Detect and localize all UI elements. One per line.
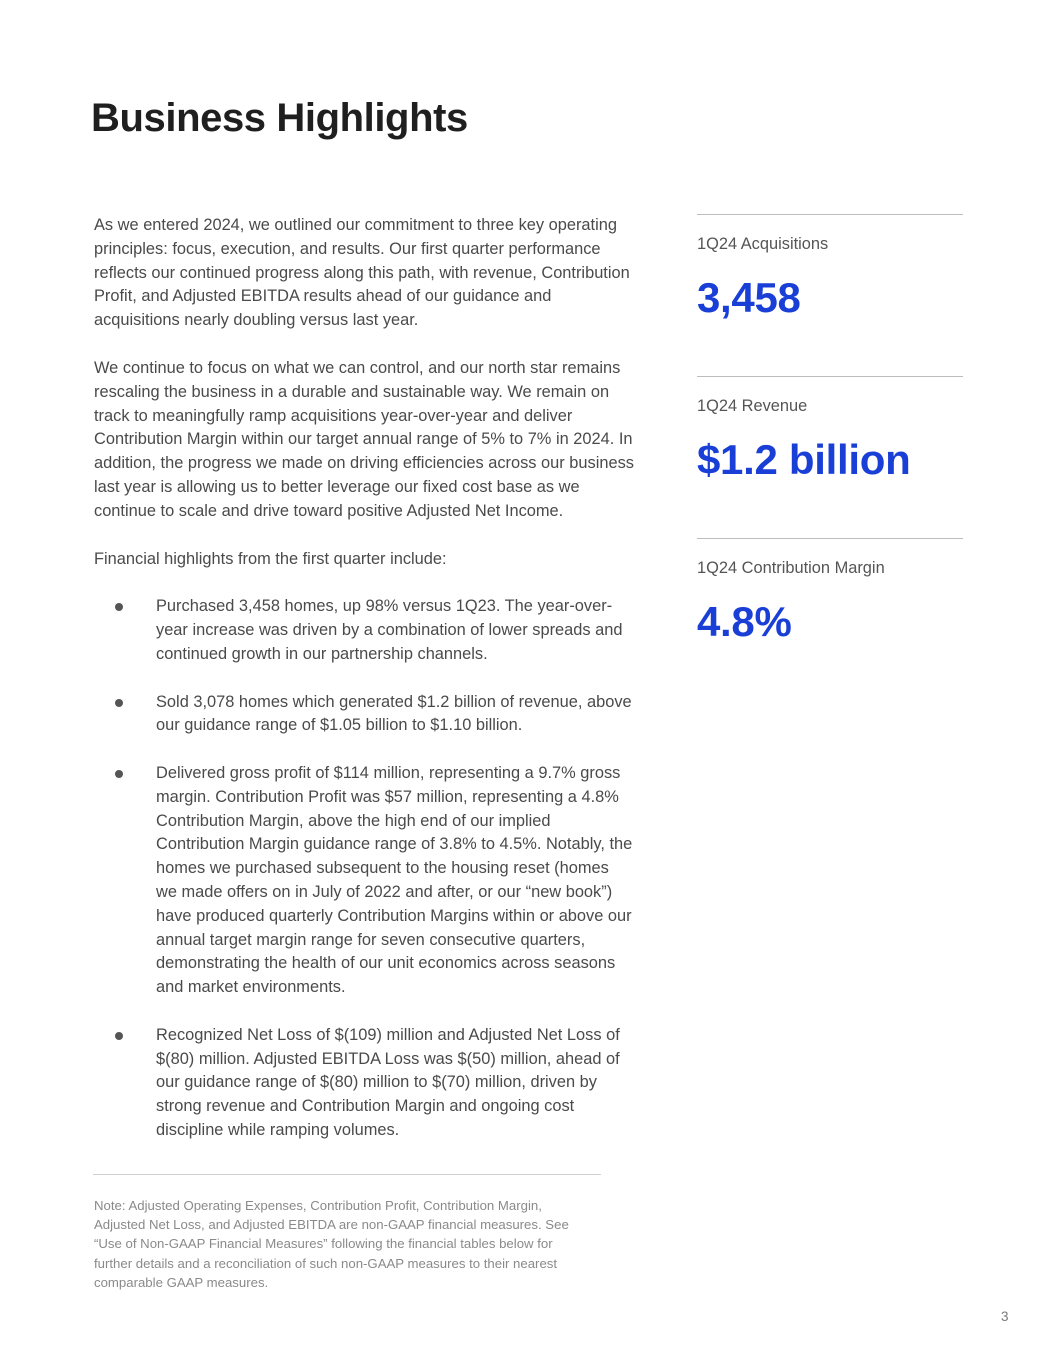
list-item-text: Sold 3,078 homes which generated $1.2 billion of revenue, above our guidance range of $1.05 billion to $1.10 billion. [156, 692, 632, 735]
outlook-paragraph: We continue to focus on what we can control, and our north star remains rescaling the business in a durable and sustainable way. We remain on track to meaningfully ramp acquisitions year-over-year and deliver Contribution Margin within our target annual range of 5% to 7% in 2024. In addition, the progress we made on driving efficiencies across our business last year is allowing us to better leverage our fixed cost base as we continue to scale and drive toward positive Adjusted Net Income. [94, 358, 634, 520]
stat-value: $1.2 billion [697, 436, 911, 483]
page-title: Business Highlights [91, 96, 468, 140]
footnote: Note: Adjusted Operating Expenses, Contribution Profit, Contribution Margin, Adjusted Net Loss, and Adjusted EBITDA are non-GAAP financial measures. See “Use of Non-GAAP Financial Measures” following the financial tables below for further details and a reconciliation of such non-GAAP measures to their nearest comparable GAAP measures. [94, 1198, 569, 1290]
stat-divider [697, 214, 963, 215]
stat-label: 1Q24 Revenue [697, 397, 808, 415]
list-item [94, 691, 634, 739]
list-item-text: Delivered gross profit of $114 million, representing a 9.7% gross margin. Contribution Profit was $57 million, representing a 4.8% Contribution Margin, above the high end of our implied Contribution Margin guidance range of 3.8% to 4.5%. Notably, the homes we purchased subsequent to the housing reset (homes we made offers on in July of 2022 and after, or our “new book”) have produced quarterly Contribution Margins within or above our annual target margin range for seven consecutive quarters, demonstrating the health of our unit economics across seasons and market environments. [156, 763, 633, 997]
bullet-icon [115, 603, 123, 611]
stat-label: 1Q24 Contribution Margin [697, 559, 885, 577]
bullet-icon [115, 699, 123, 707]
financial-highlights-list [94, 595, 634, 1142]
stat-divider [697, 538, 963, 539]
stat-value: 4.8% [697, 598, 792, 645]
highlights-body [94, 214, 634, 1143]
list-item [94, 762, 634, 1000]
page-number: 3 [1001, 1309, 1009, 1324]
list-item [94, 595, 634, 666]
stat-acquisitions [697, 214, 963, 321]
bullet-icon [115, 1032, 123, 1040]
stat-divider [697, 376, 963, 377]
bullet-icon [115, 770, 123, 778]
stat-contribution-margin [697, 538, 963, 645]
stat-value: 3,458 [697, 274, 801, 321]
list-item [94, 1024, 634, 1143]
list-item-text: Purchased 3,458 homes, up 98% versus 1Q23. The year-over-year increase was driven by a combination of lower spreads and continued growth in our partnership channels. [156, 597, 623, 663]
footnote-divider [93, 1174, 601, 1175]
intro-paragraph: As we entered 2024, we outlined our commitment to three key operating principles: focus, execution, and results. Our first quarter performance reflects our continued progress along this path, with revenue, Contribution Profit, and Adjusted EBITDA results ahead of our guidance and acquisitions nearly doubling versus last year. [94, 216, 630, 330]
stat-revenue [697, 376, 963, 483]
financial-highlights-lead: Financial highlights from the first quarter include: [94, 549, 447, 568]
list-item-text: Recognized Net Loss of $(109) million and Adjusted Net Loss of $(80) million. Adjusted EBITDA Loss was $(50) million, ahead of our guidance range of $(80) million to $(70) million, driven by strong revenue and Contribution Margin and ongoing cost discipline while ramping volumes. [156, 1025, 620, 1139]
stat-label: 1Q24 Acquisitions [697, 235, 829, 253]
